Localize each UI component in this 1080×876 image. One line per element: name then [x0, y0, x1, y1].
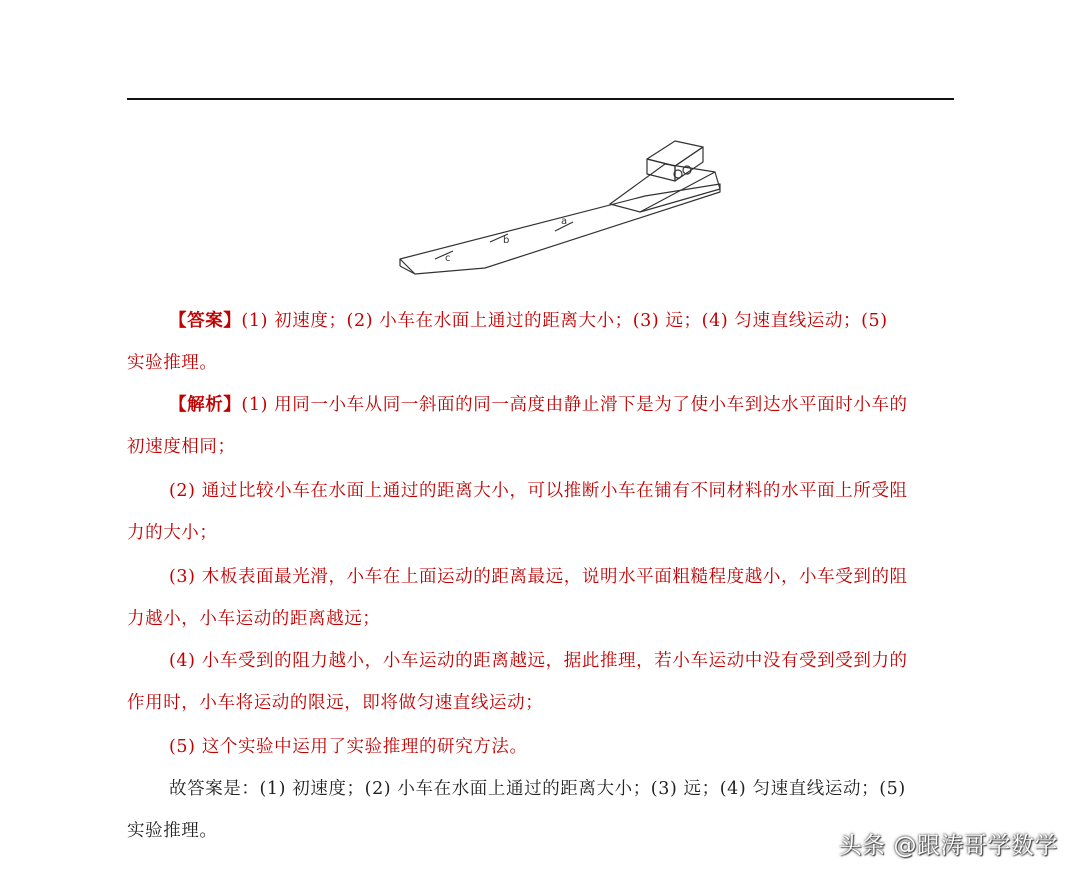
analysis-tag: 【解析】: [169, 395, 242, 415]
analysis-p3a: (3) 木板表面最光滑，小车在上面运动的距离最远，说明水平面粗糙程度越小，小车受到的阻: [169, 567, 908, 587]
analysis-p1b: 初速度相同；: [127, 437, 236, 457]
analysis-p2b: 力的大小；: [127, 523, 218, 543]
analysis-p4a: (4) 小车受到的阻力越小，小车运动的距离越远，据此推理，若小车运动中没有受到受到力的: [169, 651, 908, 671]
conclusion-line-1: 故答案是：(1) 初速度；(2) 小车在水面上通过的距离大小；(3) 远；(4) 匀速直线运动；(5): [169, 779, 906, 799]
conclusion-line-2: 实验推理。: [127, 821, 218, 841]
cart-top: [647, 141, 703, 166]
cart-front: [647, 159, 675, 181]
answer-text: (1) 初速度；(2) 小车在水面上通过的距离大小；(3) 远；(4) 匀速直线运动；(5): [241, 311, 888, 331]
incline-cart-figure: [395, 134, 725, 284]
label-c: c: [445, 253, 451, 264]
label-a: a: [561, 216, 568, 227]
analysis-p3b: 力越小，小车运动的距离越远；: [127, 609, 381, 629]
analysis-p2a: (2) 通过比较小车在水面上通过的距离大小，可以推断小车在铺有不同材料的水平面上所受阻: [169, 481, 908, 501]
ramp-surface: [610, 164, 715, 212]
header-rule: [127, 98, 954, 100]
answer-line-2: 实验推理。: [127, 353, 218, 373]
analysis-p4b: 作用时，小车将运动的限远，即将做匀速直线运动；: [127, 693, 544, 713]
label-b: b: [503, 235, 510, 246]
answer-line-1: [127, 300, 957, 342]
answer-tag: 【答案】: [169, 311, 242, 331]
analysis-p5: (5) 这个实验中运用了实验推理的研究方法。: [169, 737, 528, 757]
analysis-line-1: [127, 384, 957, 426]
cart-side: [675, 147, 703, 181]
watermark: 头条 @跟涛哥学数学: [838, 833, 1058, 859]
analysis-p1a: (1) 用同一小车从同一斜面的同一高度由静止滑下是为了使小车到达水平面时小车的: [241, 395, 908, 415]
